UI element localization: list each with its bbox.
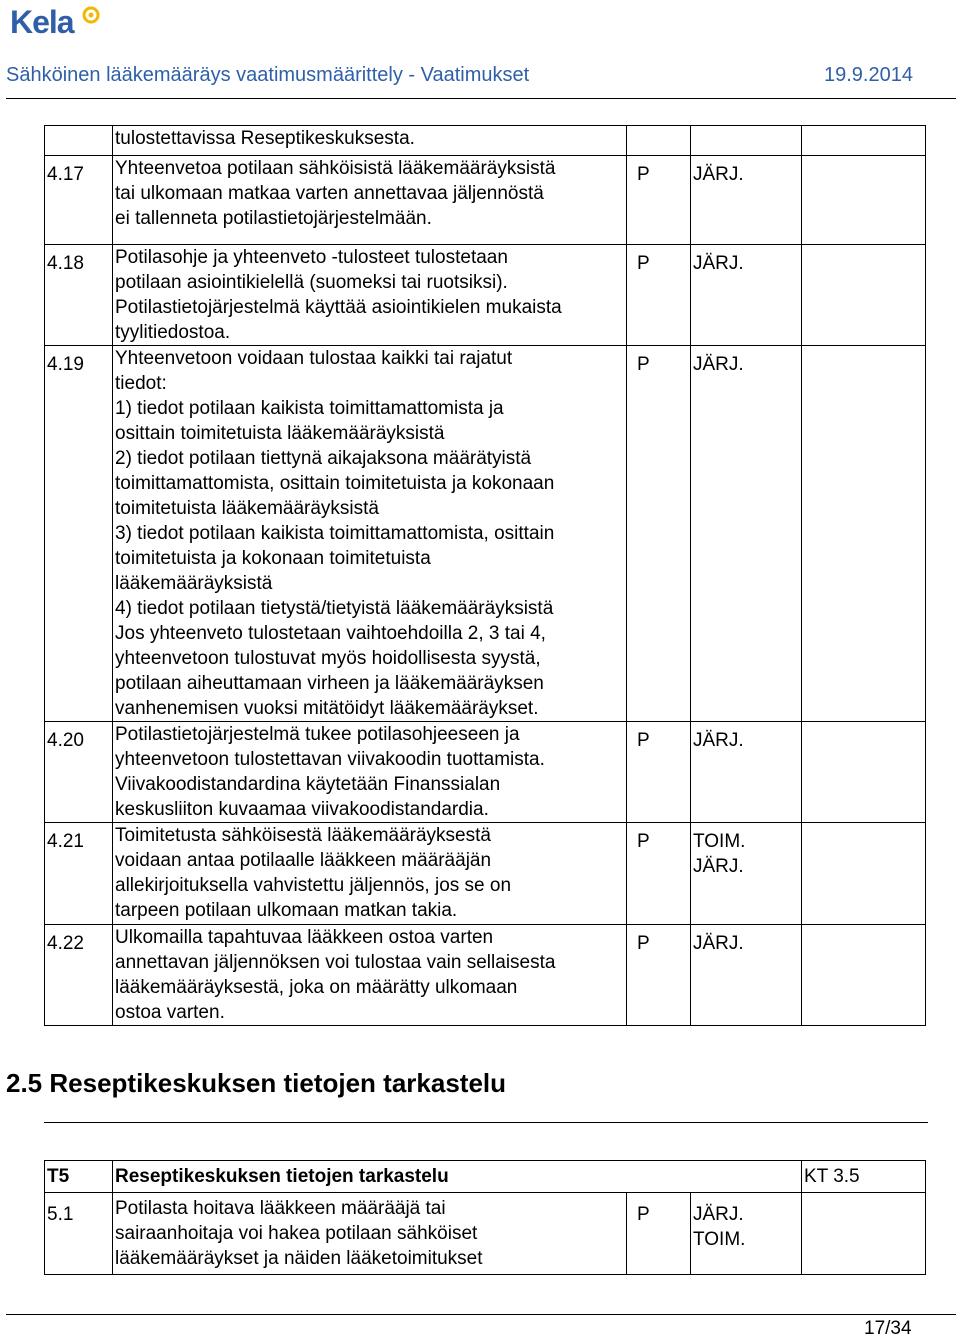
text-line: Toimitetusta sähköisestä lääkemääräyksestä [115,825,491,846]
requirement-text [113,722,627,823]
text-line: lääkemääräyksistä [115,573,273,594]
requirement-number: 4.20 [45,722,113,823]
text-line: annettavan jäljennöksen voi tulostaa vain sellaisesta [115,952,556,973]
category-cell [691,722,802,823]
priority-cell: P [627,346,691,722]
t5-table [44,1160,926,1275]
text-line: tai ulkomaan matkaa varten annettavaa jäljennöstä [115,183,544,204]
text-line: osittain toimitetuista lääkemääräyksistä [115,423,445,444]
section-divider [44,1122,928,1123]
logo-sun-icon [78,2,104,28]
text-line: Yhteenvetoon voidaan tulostaa kaikki tai rajatut [115,348,513,369]
text-line: Viivakoodistandardina käytetään Finanssialan [115,774,501,795]
text-line: yhteenvetoon tulostettavan viivakoodin tuottamista. [115,749,545,770]
category-value: JÄRJ. [693,933,744,954]
text-line: tyylitiedostoa. [115,322,231,343]
text-line: potilaan aiheuttamaan virheen ja lääkemääräyksen [115,673,544,694]
requirement-text [113,245,627,346]
category-value: TOIM. [693,1229,746,1250]
priority-cell: P [627,245,691,346]
requirement-text [113,823,627,925]
category-value: JÄRJ. [693,730,744,751]
empty-cell [802,823,926,925]
empty-cell [802,126,926,156]
text-line: keskusliiton kuvaamaa viivakoodistandardia. [115,799,489,820]
text-line: lääkemääräyksestä, joka on määrätty ulkomaan [115,977,518,998]
category-value: JÄRJ. [693,164,744,185]
requirement-text [113,126,627,156]
requirement-number: 4.19 [45,346,113,722]
category-cell [691,245,802,346]
priority-cell: P [627,823,691,925]
requirement-text [113,925,627,1026]
table-row [45,126,926,156]
text-line: ei tallenneta potilastietojärjestelmään. [115,208,432,229]
table-row [45,1193,926,1275]
requirement-number: 4.18 [45,245,113,346]
requirement-number [45,126,113,156]
text-line: voidaan antaa potilaalle lääkkeen määrääjän [115,850,492,871]
footer-divider [6,1314,956,1315]
requirement-number: 4.17 [45,156,113,245]
text-line: 1) tiedot potilaan kaikista toimittamattomista ja [115,398,504,419]
text-line: potilaan asiointikielellä (suomeksi tai ruotsiksi). [115,272,508,293]
t5-header-row [45,1161,926,1193]
text-line: yhteenvetoon tulostuvat myös hoidollisesta syystä, [115,648,541,669]
text-line: Jos yhteenveto tulostetaan vaihtoehdoilla 2, 3 tai 4, [115,623,546,644]
text-line: Potilasohje ja yhteenveto -tulosteet tulostetaan [115,247,508,268]
document-title: Sähköinen lääkemääräys vaatimusmäärittely - Vaatimukset [6,64,530,86]
page-header [6,62,956,99]
text-line: 3) tiedot potilaan kaikista toimittamattomista, osittain [115,523,555,544]
empty-cell [802,1193,926,1275]
text-line: Potilastietojärjestelmä tukee potilasohjeeseen ja [115,724,520,745]
category-cell [691,346,802,722]
table-row [45,156,926,245]
priority-cell: P [627,156,691,245]
requirement-text [113,156,627,245]
priority-cell: P [627,722,691,823]
kela-logo [10,4,74,44]
text-line: toimitetuista ja kokonaan toimitetuista [115,548,431,569]
category-cell [691,156,802,245]
category-cell [691,1193,802,1275]
text-line: Potilasta hoitava lääkkeen määrääjä tai [115,1198,446,1219]
requirement-text [113,1193,627,1275]
t5-ref: KT 3.5 [802,1161,926,1193]
table-row [45,722,926,823]
requirement-number: 4.22 [45,925,113,1026]
category-cell [691,925,802,1026]
priority-cell [627,126,691,156]
text-line: lääkemääräykset ja näiden lääketoimitukset [115,1248,483,1269]
text-line: ostoa varten. [115,1002,225,1023]
text-line: toimitetuista lääkemääräyksistä [115,498,379,519]
category-cell [691,823,802,925]
section-heading: 2.5 Reseptikeskuksen tietojen tarkastelu [6,1068,507,1098]
text-line: Ulkomailla tapahtuvaa lääkkeen ostoa varten [115,927,494,948]
t5-title: Reseptikeskuksen tietojen tarkastelu [113,1161,802,1193]
table-row [45,346,926,722]
text-line: Potilastietojärjestelmä käyttää asiointikielen mukaista [115,297,562,318]
page-number: 17/34 [864,1318,912,1339]
table-row [45,823,926,925]
category-value: JÄRJ. [693,856,744,877]
category-cell [691,126,802,156]
requirements-table [44,125,926,1026]
text-line: tarpeen potilaan ulkomaan matkan takia. [115,900,458,921]
requirement-text [113,346,627,722]
t5-id: T5 [45,1161,113,1193]
text-line: 2) tiedot potilaan tiettynä aikajaksona määrätyistä [115,448,532,469]
category-value: TOIM. [693,831,746,852]
category-value: JÄRJ. [693,354,744,375]
requirement-number: 5.1 [45,1193,113,1275]
text-line: sairaanhoitaja voi hakea potilaan sähköiset [115,1223,478,1244]
text-line: vanhenemisen vuoksi mitätöidyt lääkemääräykset. [115,698,539,719]
logo-text: Kela [10,4,74,40]
table-row [45,925,926,1026]
text-line: 4) tiedot potilaan tietystä/tietyistä lääkemääräyksistä [115,598,554,619]
text-line: toimittamattomista, osittain toimitetuista ja kokonaan [115,473,555,494]
category-value: JÄRJ. [693,1204,744,1225]
empty-cell [802,722,926,823]
empty-cell [802,245,926,346]
text-line: tulostettavissa Reseptikeskuksesta. [115,128,415,149]
table-row [45,245,926,346]
priority-cell: P [627,1193,691,1275]
requirement-number: 4.21 [45,823,113,925]
empty-cell [802,346,926,722]
empty-cell [802,925,926,1026]
category-value: JÄRJ. [693,253,744,274]
priority-cell: P [627,925,691,1026]
text-line: tiedot: [115,373,167,394]
empty-cell [802,156,926,245]
document-date: 19.9.2014 [824,64,913,86]
text-line: Yhteenvetoa potilaan sähköisistä lääkemääräyksistä [115,158,556,179]
text-line: allekirjoituksella vahvistettu jäljennös, jos se on [115,875,512,896]
